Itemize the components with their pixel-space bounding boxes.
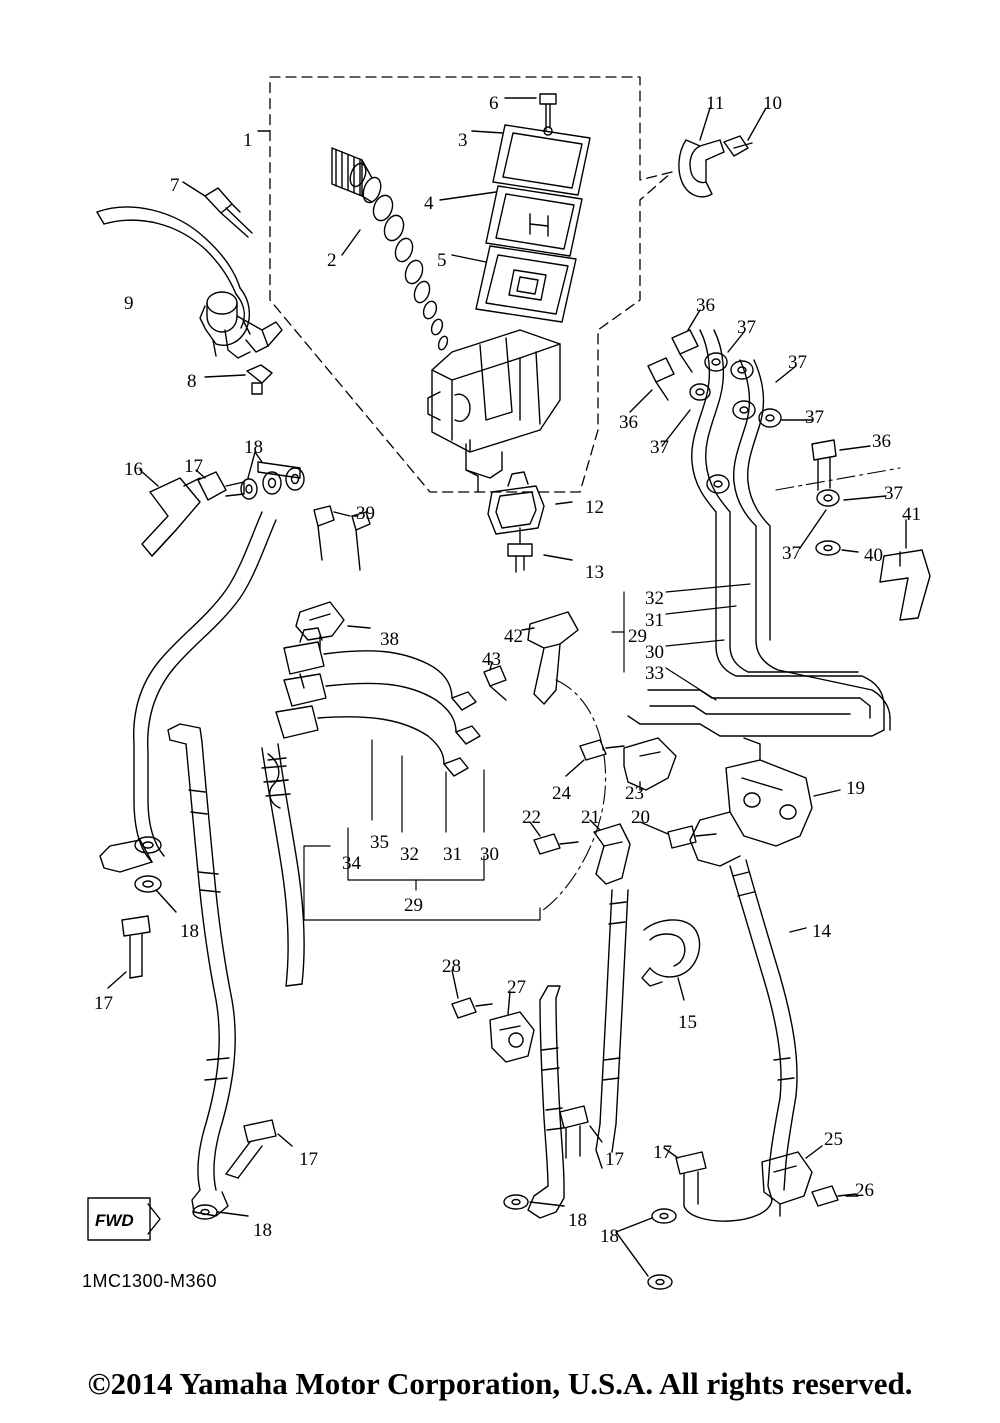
callout-30: 30 [480,844,499,865]
callout-41: 41 [902,504,921,525]
callout-31: 31 [645,610,664,631]
leader-group-29-35 [304,740,540,920]
leader-42 [522,628,534,630]
leader-12 [556,502,572,504]
hose-27-bottom [528,986,564,1218]
screw-13 [508,544,532,572]
callout-18: 18 [180,921,199,942]
group-outline-1 [270,77,672,492]
callout-12: 12 [585,497,604,518]
callout-14: 14 [812,921,831,942]
callout-33: 33 [645,663,664,684]
clip-27 [490,1012,534,1062]
callout-17: 17 [605,1149,624,1170]
spring-lower [262,754,290,808]
leader-18e [616,1218,652,1276]
bolt-17-mid [226,1120,276,1178]
callout-4: 4 [424,193,434,214]
pipe-bundle-right [628,330,890,736]
callout-26: 26 [855,1180,874,1201]
hose-bundle-upper [100,512,276,872]
master-cylinder-body [428,330,560,492]
callout-22: 22 [522,807,541,828]
callout-39: 39 [356,503,375,524]
callout-16: 16 [124,459,143,480]
bolt-17-bottom-right [676,1152,706,1206]
leader-18d [530,1202,564,1206]
callout-15: 15 [678,1012,697,1033]
hose-14 [684,860,797,1221]
bolt-36-b [648,358,674,400]
leader-17d [590,1126,602,1142]
bolt-36-a [672,330,698,372]
clamp-11 [679,140,724,197]
bolt-17-top [198,472,244,500]
callout-43: 43 [482,649,501,670]
washer-18-bottom-mid [504,1195,528,1209]
leader-18c [218,1212,248,1216]
callout-37: 37 [782,543,801,564]
hose-left-long [168,724,235,1216]
copyright-notice: ©2014 Yamaha Motor Corporation, U.S.A. All rights reserved. [87,1366,913,1401]
callout-25: 25 [824,1129,843,1150]
leader-2 [342,230,360,255]
leader-17b [108,972,126,988]
leader-39 [334,512,358,516]
callout-19: 19 [846,778,865,799]
callout-37: 37 [737,317,756,338]
bracket-19 [690,738,812,866]
callout-2: 2 [327,250,337,271]
callout-38: 38 [380,629,399,650]
callout-37: 37 [650,437,669,458]
callout-17: 17 [653,1142,672,1163]
callout-18: 18 [600,1226,619,1247]
callout-24: 24 [552,783,571,804]
callout-42: 42 [504,626,523,647]
reservoir-cap-3 [493,125,590,195]
part-code: 1MC1300-M360 [82,1271,218,1291]
callout-11: 11 [706,93,725,114]
bolt-8 [247,365,272,394]
bolt-7 [205,188,252,237]
callout-5: 5 [437,250,447,271]
leader-37e [844,496,886,500]
callout-28: 28 [442,956,461,977]
hose-runs-lower [318,651,480,776]
callout-8: 8 [187,371,197,392]
leader-18b [156,890,176,912]
callout-37: 37 [788,352,807,373]
reservoir-5 [476,246,576,322]
leader-19 [814,790,840,796]
bolt-28 [452,998,492,1018]
callout-18: 18 [253,1220,272,1241]
callout-29: 29 [404,895,423,916]
callout-1: 1 [243,130,253,151]
callout-32: 32 [645,588,664,609]
leader-8 [205,375,245,377]
callout-17: 17 [184,456,203,477]
screw-6 [540,94,556,130]
callout-34: 34 [342,853,361,874]
callout-17: 17 [299,1149,318,1170]
section-divider [540,468,900,912]
callout-21: 21 [581,807,600,828]
callout-7: 7 [170,175,180,196]
bolt-22 [534,834,578,854]
leader-36b [630,390,652,412]
clip-15 [642,920,700,986]
fwd-label: FWD [95,1211,134,1230]
callout-18: 18 [568,1210,587,1231]
callout-37: 37 [884,483,903,504]
callout-40: 40 [864,545,883,566]
callout-18: 18 [244,437,263,458]
union-bolt-16 [142,478,200,556]
leader-5 [452,255,486,262]
leader-36c [840,446,870,450]
callout-20: 20 [631,807,650,828]
piston-kit-2 [332,148,449,351]
callout-23: 23 [625,783,644,804]
leader-13 [544,555,572,560]
bracket-41 [880,550,930,620]
leader-15 [678,978,684,1000]
banjo-joints [276,628,326,738]
bracket-42 [528,612,578,704]
bolt-17-left [122,916,150,978]
callout-6: 6 [489,93,499,114]
leader-17c [278,1134,292,1146]
leader-7 [183,182,205,196]
bolt-17-bottom-mid [560,1106,588,1158]
callout-10: 10 [763,93,782,114]
bolt-24 [580,740,624,760]
leader-40 [842,550,858,552]
callout-31: 31 [443,844,462,865]
callout-36: 36 [872,431,891,452]
callout-30: 30 [645,642,664,663]
washer-40 [816,541,840,555]
callout-29: 29 [628,626,647,647]
callout-9: 9 [124,293,134,314]
callout-32: 32 [400,844,419,865]
leader-38 [348,626,370,628]
callout-17: 17 [94,993,113,1014]
callout-36: 36 [696,295,715,316]
bolt-43 [484,666,506,700]
leader-25 [806,1146,822,1158]
callout-36: 36 [619,412,638,433]
leader-24 [566,760,584,776]
callout-27: 27 [507,977,526,998]
washer-18-bottom-right [648,1209,676,1289]
hose-mid-bottom [596,890,628,1168]
leader-4 [440,192,496,200]
clip-21 [594,824,630,884]
callout-3: 3 [458,130,468,151]
callout-35: 35 [370,832,389,853]
brake-lever-9 [97,207,282,358]
bracket-38 [296,602,344,650]
callout-13: 13 [585,562,604,583]
diaphragm-4 [486,186,582,256]
leader-14 [790,928,806,932]
leader-3 [472,131,503,133]
brake-switch-12 [488,472,544,544]
callout-37: 37 [805,407,824,428]
